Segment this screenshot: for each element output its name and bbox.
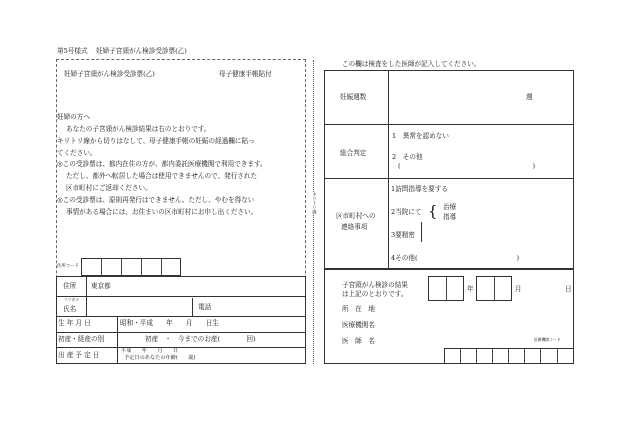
furigana-label: フリガナ [64, 297, 79, 302]
institution-label: 医療機関名 [342, 321, 375, 329]
judgment-option-other[interactable]: 2 その他 [392, 153, 423, 161]
result-statement: 子宮頸がん検診の結果 [342, 281, 408, 289]
month-label: 月 [515, 285, 522, 293]
address-label: 住所 [63, 282, 77, 290]
day-label[interactable]: 日 [565, 285, 572, 293]
result-statement: は上記のとおりです。 [342, 290, 408, 298]
instruction-line: ◎この受診票は、原則再発行はできません。ただし、やむを得ない [57, 196, 255, 204]
instruction-line: ただし、都外へ転居した場合は使用できませんので、発行された [66, 172, 258, 180]
instruction-line: あなたの子宮頸がん検診結果は右のとおりです。 [66, 125, 211, 133]
parity-label: 初産・経産の別 [58, 335, 105, 343]
contact-option-treatment[interactable]: 治療 [443, 203, 457, 211]
attach-note: 母子健康手帳貼付 [219, 70, 272, 78]
instruction-line: ◎この受診票は、都内在住の方が、都内委託医療機関で利用できます。 [57, 160, 267, 168]
due-age-value[interactable]: 予定日のあなたの年齢( 歳) [124, 355, 196, 361]
instruction-line: キリトリ線から切りはなして、母子健康手帳の妊娠の経過欄に貼っ [57, 137, 255, 145]
year-label: 年 [467, 285, 474, 293]
birth-value[interactable]: 昭和・平成 年 月 日生 [120, 319, 219, 327]
brace-icon: { [428, 202, 438, 220]
due-date-value[interactable]: 平成 年 月 日 [121, 348, 179, 354]
form-number: 第5号様式 [57, 47, 88, 55]
ticket-title: 妊婦子宮頸がん検診受診票(乙) [64, 70, 155, 78]
contact-option-clinic[interactable]: 2当院にて [391, 208, 422, 216]
parity-value[interactable]: 初産 ・ 今までのお産( 回) [145, 335, 256, 343]
address-value[interactable]: 東京都 [91, 282, 111, 290]
institution-code-label: 医療機関コード [534, 337, 561, 342]
weeks-label: 妊娠週数 [340, 93, 367, 101]
contact-option-visit[interactable]: 1訪問指導を要する [391, 185, 448, 193]
phone-label: 電話 [198, 303, 212, 311]
form-title: 妊婦子宮頸がん検診受診票(乙) [96, 47, 187, 55]
resident-code-boxes[interactable] [81, 258, 181, 276]
contact-option-detailed-exam[interactable]: 3要精密 [391, 231, 415, 239]
resident-code-label: 住所コード [57, 264, 79, 269]
name-label: 氏名 [63, 305, 77, 313]
doctor-label: 医 師 名 [342, 337, 375, 345]
institution-code-boxes[interactable] [444, 348, 574, 364]
cut-line-label: キリトリ線 [311, 192, 317, 214]
judgment-other-detail[interactable]: ( ) [398, 162, 536, 170]
contact-label: 区市町村への [336, 212, 376, 220]
greeting: 妊婦の方へ [57, 113, 90, 121]
contact-option-other[interactable]: 4その他( ) [391, 254, 520, 262]
judgment-label: 総合判定 [340, 149, 367, 157]
doctor-note: この欄は検査をした医師が記入してください。 [342, 60, 481, 68]
due-label: 出 産 予 定 日 [58, 351, 100, 359]
birth-label: 生 年 月 日 [58, 319, 91, 327]
contact-option-guidance[interactable]: 指導 [443, 213, 457, 221]
weeks-unit[interactable]: 週 [526, 93, 533, 101]
instruction-line: 事情がある場合には、お住まいの区市町村にお申し出ください。 [66, 208, 258, 216]
instruction-line: 区市町村にご返却ください。 [66, 184, 152, 192]
judgment-option-normal[interactable]: 1 異常を認めない [392, 132, 449, 140]
location-label: 所 在 地 [342, 305, 375, 313]
instruction-line: てください。 [57, 149, 97, 157]
contact-label: 連絡事項 [341, 223, 368, 231]
